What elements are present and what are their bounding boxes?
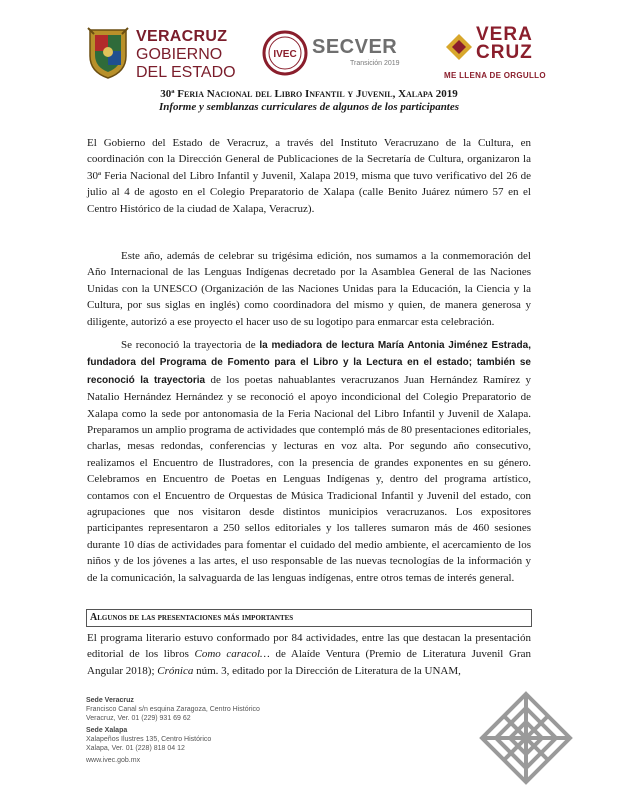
paragraph-literary-program [87, 630, 531, 679]
document-title: 30ª Feria Nacional del Libro Infantil y Juvenil, Xalapa 2019 [160, 88, 458, 100]
state-name: VERACRUZ [136, 28, 228, 45]
state-label: DEL ESTADO [136, 64, 236, 81]
paragraph-recognition-rest: de los poetas nahuablantes veracruzanos Juan Hernández Ramírez y Natalio Hernández Hernández y se reconoció el apoyo incondicional del Colegio Preparatorio de Xalapa como la sede por antonomasia de la Feria Nacional del Libro Infantil y Juvenil de Xalapa. Preparamos un amplio programa de actividades que contempló más de 80 presentaciones editoriales, charlas, mesas redondas, conferencias y lecturas en voz alta. Por segundo año consecutivo, realizamos el Encuentro de Ilustradores, con la presencia de grandes exponentes en su género. Celebramos en Encuentro de Poetas en Lenguas Indígenas y, dentro del programa artístico, contamos con el Encuentro de Orquestas de Música Tradicional Infantil y Juvenil del estado, con agrupaciones que nos visitaron desde distintos municipios veracruzanos. Los expositores participantes representaron a 250 sellos editoriales y los talleres sumaron más de 460 sesiones durante 10 días de actividades para fomentar el cuidado del medio ambiente, el acercamiento de los niños y de los jóvenes a las artes, el uso responsable de las nuevas tecnologías de la información y de la comunicación, la salvaguarda de las lenguas indígenas, entre otros temas de interés general. [87, 373, 531, 584]
sede-veracruz-phone: Veracruz, Ver. 01 (229) 931 69 62 [86, 715, 191, 722]
website-link[interactable]: www.ivec.gob.mx [86, 757, 141, 764]
sede-xalapa-address: Xalapeños Ilustres 135, Centro Histórico [86, 736, 212, 743]
paragraph-recognition-start: Se reconoció la trayectoria de [121, 339, 260, 351]
sede-xalapa-label: Sede Xalapa [86, 727, 128, 734]
paragraph-recognition-highlight: la mediadora de lectura María Antonia Jiménez Estrada, fundadora del Programa de Fomento para el Libro y la Lectura en el estado; también se reconoció la trayectoria [87, 340, 531, 386]
veracruz-government-logo [86, 26, 266, 86]
paragraph-literary-c: núm. 3, editado por la Dirección de Literatura de la UNAM, [193, 664, 461, 677]
sede-veracruz-label: Sede Veracruz [86, 697, 134, 704]
brand-tagline: ME LLENA DE ORGULLO [444, 71, 546, 80]
veracruz-brand-word [476, 26, 533, 62]
book-title-cronica: Crónica [157, 664, 194, 677]
sede-veracruz-address: Francisco Canal s/n esquina Zaragoza, Centro Histórico [86, 706, 260, 713]
decorative-knot-icon [476, 688, 576, 788]
paragraph-recognition [87, 337, 531, 586]
government-label: GOBIERNO [136, 46, 223, 63]
document-subtitle: Informe y semblanzas curriculares de algunos de los participantes [158, 101, 460, 113]
paragraph-literary-a: El programa literario estuvo conformado por 84 actividades, entre las que destacan la presentación editorial de los libros [87, 632, 531, 661]
veracruz-brand-logo [444, 26, 584, 86]
paragraph-literary-b: de Alaíde Ventura (Premio de Literatura Juvenil Gran Angular 2018); [87, 648, 531, 677]
secver-subtitle: Transición 2019 [350, 60, 400, 67]
veracruz-brand-line2: CRUZ [476, 42, 533, 63]
section-heading: Algunos de las presentaciones más importantes [86, 609, 532, 627]
sede-xalapa-phone: Xalapa, Ver. 01 (228) 818 04 12 [86, 745, 185, 752]
paragraph-intro: El Gobierno del Estado de Veracruz, a través del Instituto Veracruzano de la Cultura, en coordinación con la Dirección General de Publicaciones de la Secretaría de Cultura, organizaron la 30ª Feria Nacional del Libro Infantil y Juvenil, Xalapa 2019, misma que tuvo verificativo del 26 de julio al 4 de agosto en el Colegio Preparatorio de Xalapa (calle Benito Juárez número 57 en el Centro Histórico de la ciudad de Xalapa, Veracruz). [87, 137, 531, 215]
footer-contact [86, 696, 336, 765]
coat-of-arms-icon [86, 26, 130, 80]
paragraph-anniversary: Este año, además de celebrar su trigésima edición, nos sumamos a la conmemoración del Año Internacional de las Lenguas Indígenas decretado por la Asamblea General de las Naciones Unidas con la UNESCO (Organización de las Naciones Unidas para la Educación, la Ciencia y la Cultura, por sus siglas en inglés) como coordinadora del mismo y quien, de manera generosa y diligente, autorizó a ese proyecto el hacer uso de su logotipo para enmarcar esta celebración. [87, 250, 531, 328]
book-title-como-caracol: Como caracol… [194, 648, 270, 661]
secver-logo [262, 30, 412, 80]
veracruz-brand-line1: VERA [476, 24, 533, 45]
secver-name: SECVER [312, 36, 398, 58]
veracruz-brand-mark-icon [444, 32, 474, 62]
letterhead [0, 22, 618, 94]
ivec-emblem-letters: IVEC [273, 49, 297, 60]
ivec-emblem-icon [262, 30, 308, 76]
